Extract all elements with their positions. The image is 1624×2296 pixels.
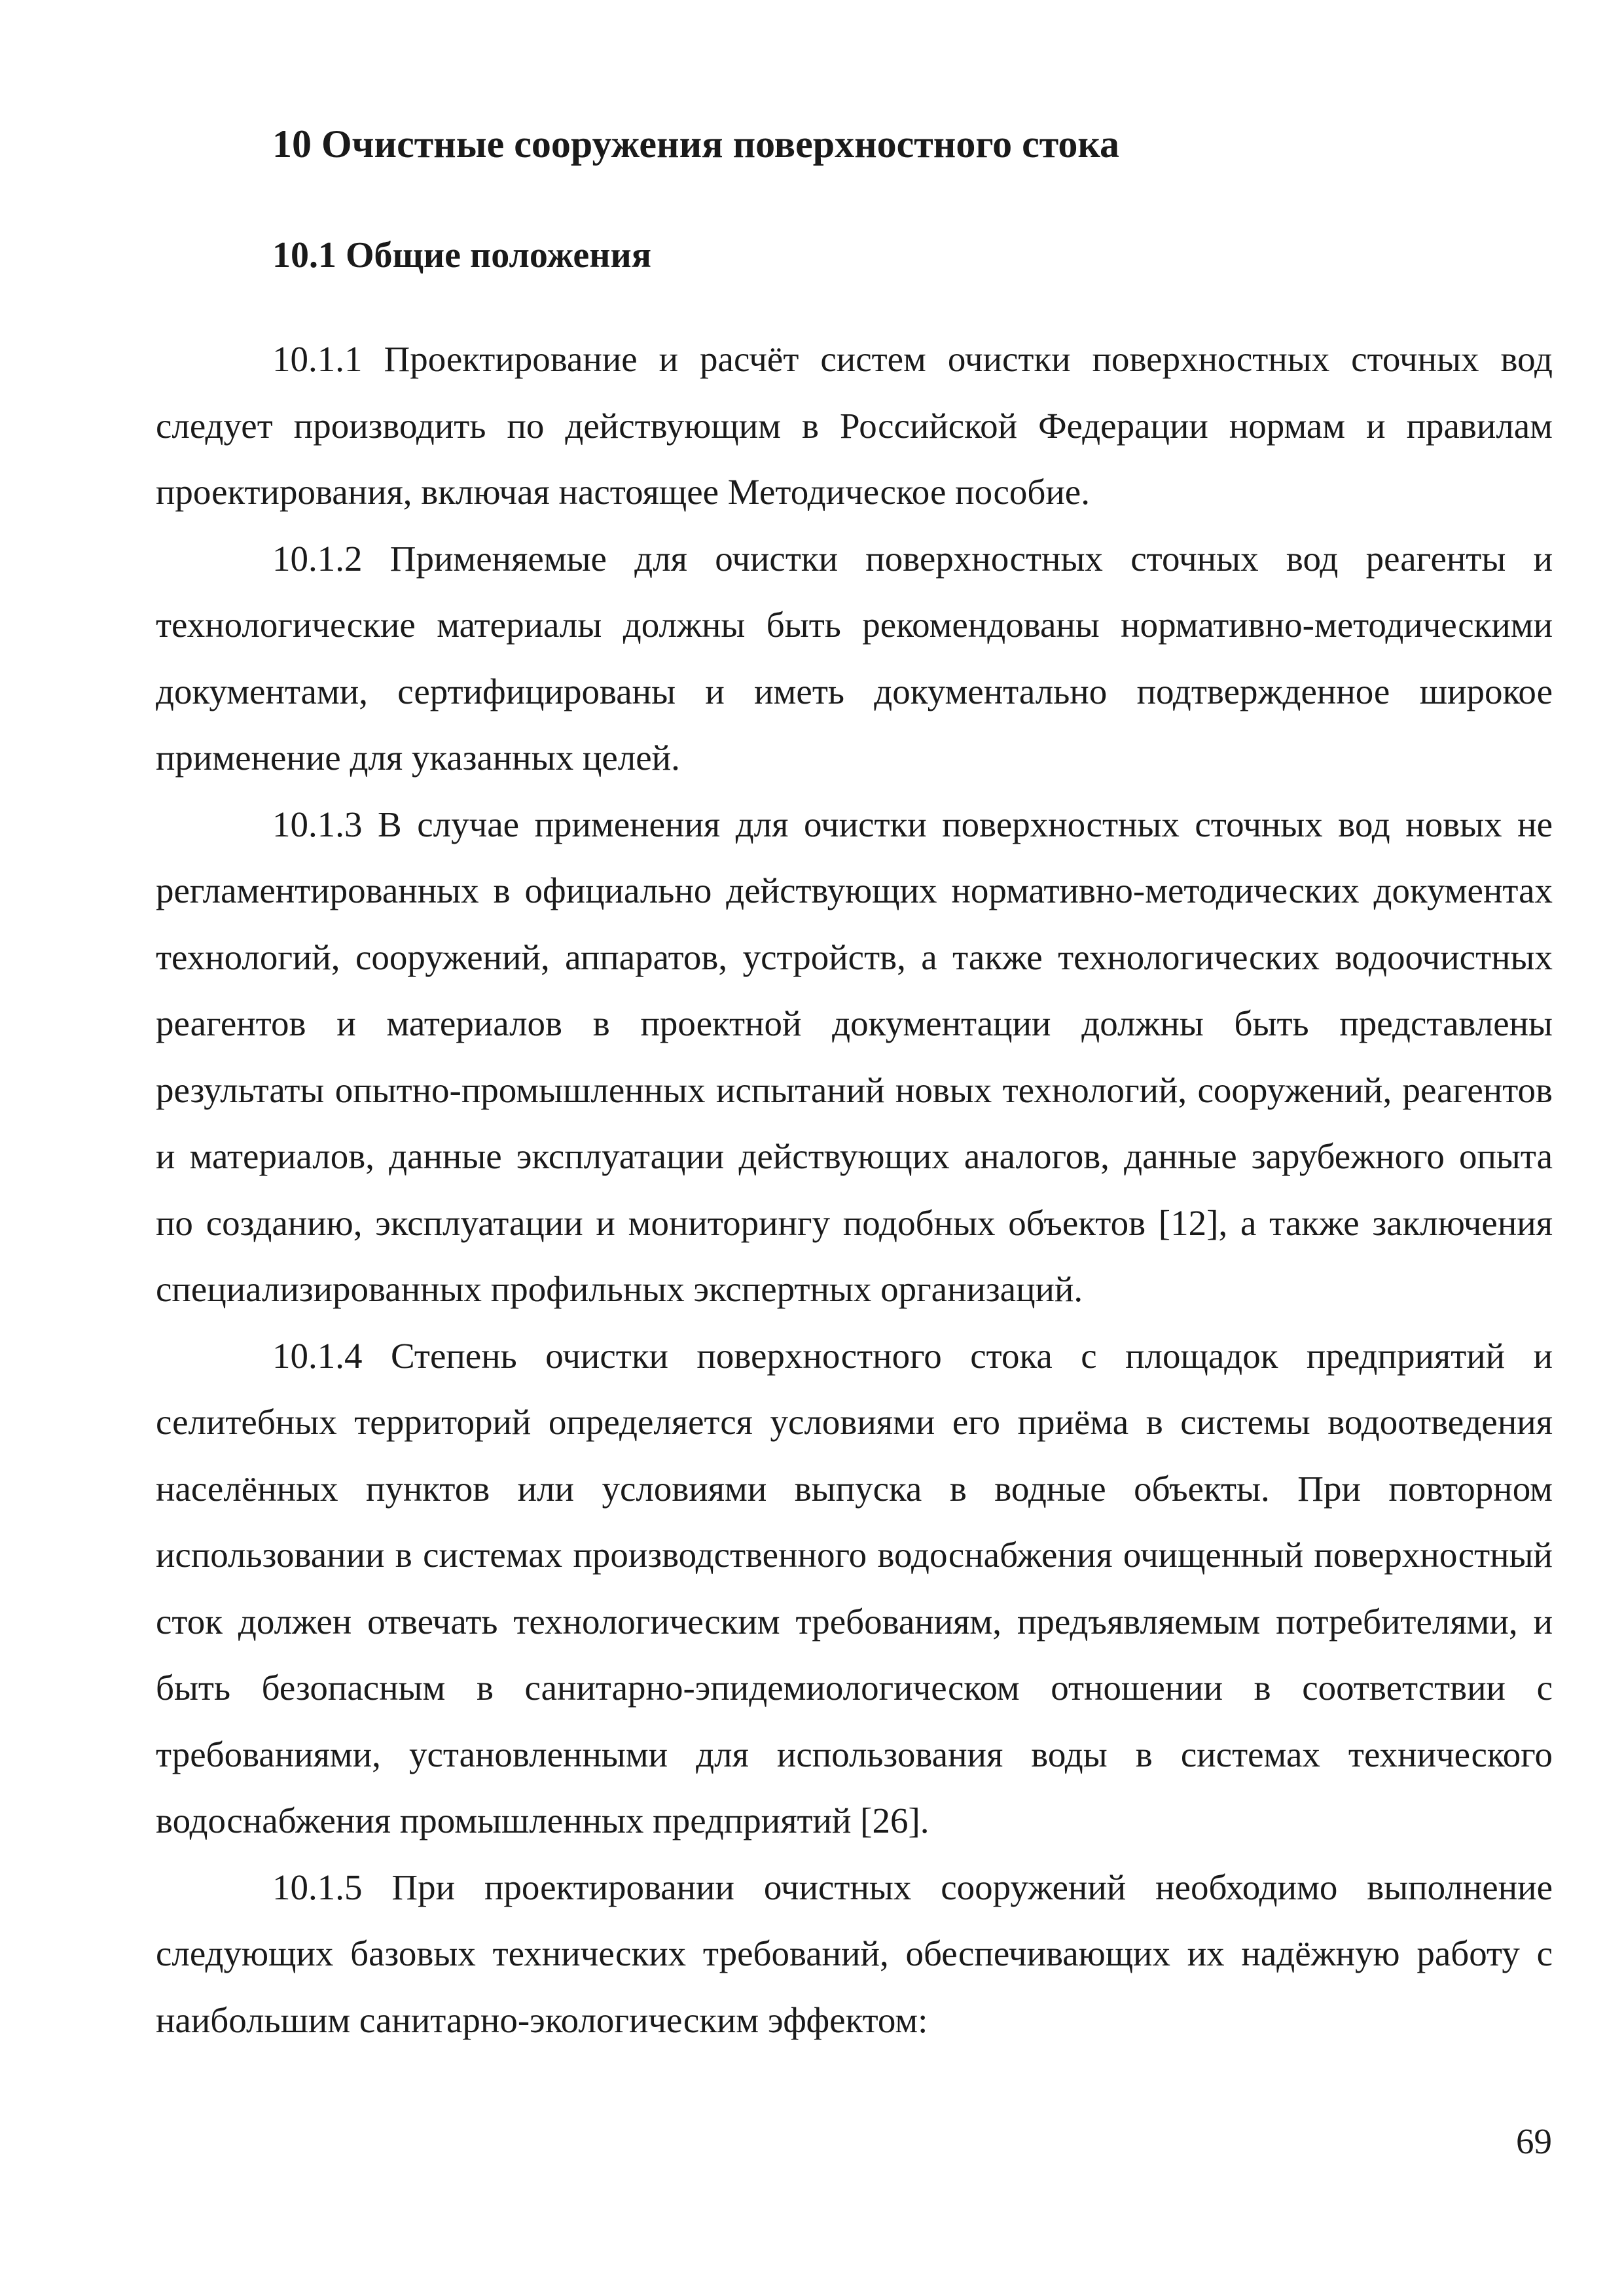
subsection-heading: 10.1 Общие положения xyxy=(272,235,652,276)
paragraph-10-1-5: 10.1.5 При проектировании очистных сооружений необходимо выполнение следующих базовых технических требований, обеспечивающих их надёжную работу с наибольшим санитарно-экологическим эффектом: xyxy=(156,1867,1553,2040)
paragraph-10-1-4: 10.1.4 Степень очистки поверхностного стока с площадок предприятий и селитебных территорий определяется условиями его приёма в системы водоотведения населённых пунктов или условиями выпуска в водные объекты. При повторном использовании в системах производственного водоснабжения очищенный поверхностный сток должен отвечать технологическим требованиям, предъявляемым потребителями, и быть безопасным в санитарно-эпидемиологическом отношении в соответствии с требованиями, установленными для использования воды в системах технического водоснабжения промышленных предприятий [26]. xyxy=(156,1335,1553,1840)
paragraph-10-1-2: 10.1.2 Применяемые для очистки поверхностных сточных вод реагенты и технологические материалы должны быть рекомендованы нормативно-методическими документами, сертифицированы и иметь документально подтвержденное широкое применение для указанных целей. xyxy=(156,538,1553,778)
paragraph-10-1-1: 10.1.1 Проектирование и расчёт систем очистки поверхностных сточных вод следует производить по действующим в Российской Федерации нормам и правилам проектирования, включая настоящее Методическое пособие. xyxy=(156,339,1553,512)
paragraph-10-1-3: 10.1.3 В случае применения для очистки поверхностных сточных вод новых не регламентированных в официально действующих нормативно-методических документах технологий, сооружений, аппаратов, устройств, а также технологических водоочистных реагентов и материалов в проектной документации должны быть представлены результаты опытно-промышленных испытаний новых технологий, сооружений, реагентов и материалов, данные эксплуатации действующих аналогов, данные зарубежного опыта по созданию, эксплуатации и мониторингу подобных объектов [12], а также заключения специализированных профильных экспертных организаций. xyxy=(156,804,1553,1309)
page-number: 69 xyxy=(1516,2121,1552,2161)
page-content xyxy=(156,117,1553,2053)
body-text xyxy=(156,326,1553,2053)
section-heading: 10 Очистные сооружения поверхностного стока xyxy=(272,122,1120,166)
